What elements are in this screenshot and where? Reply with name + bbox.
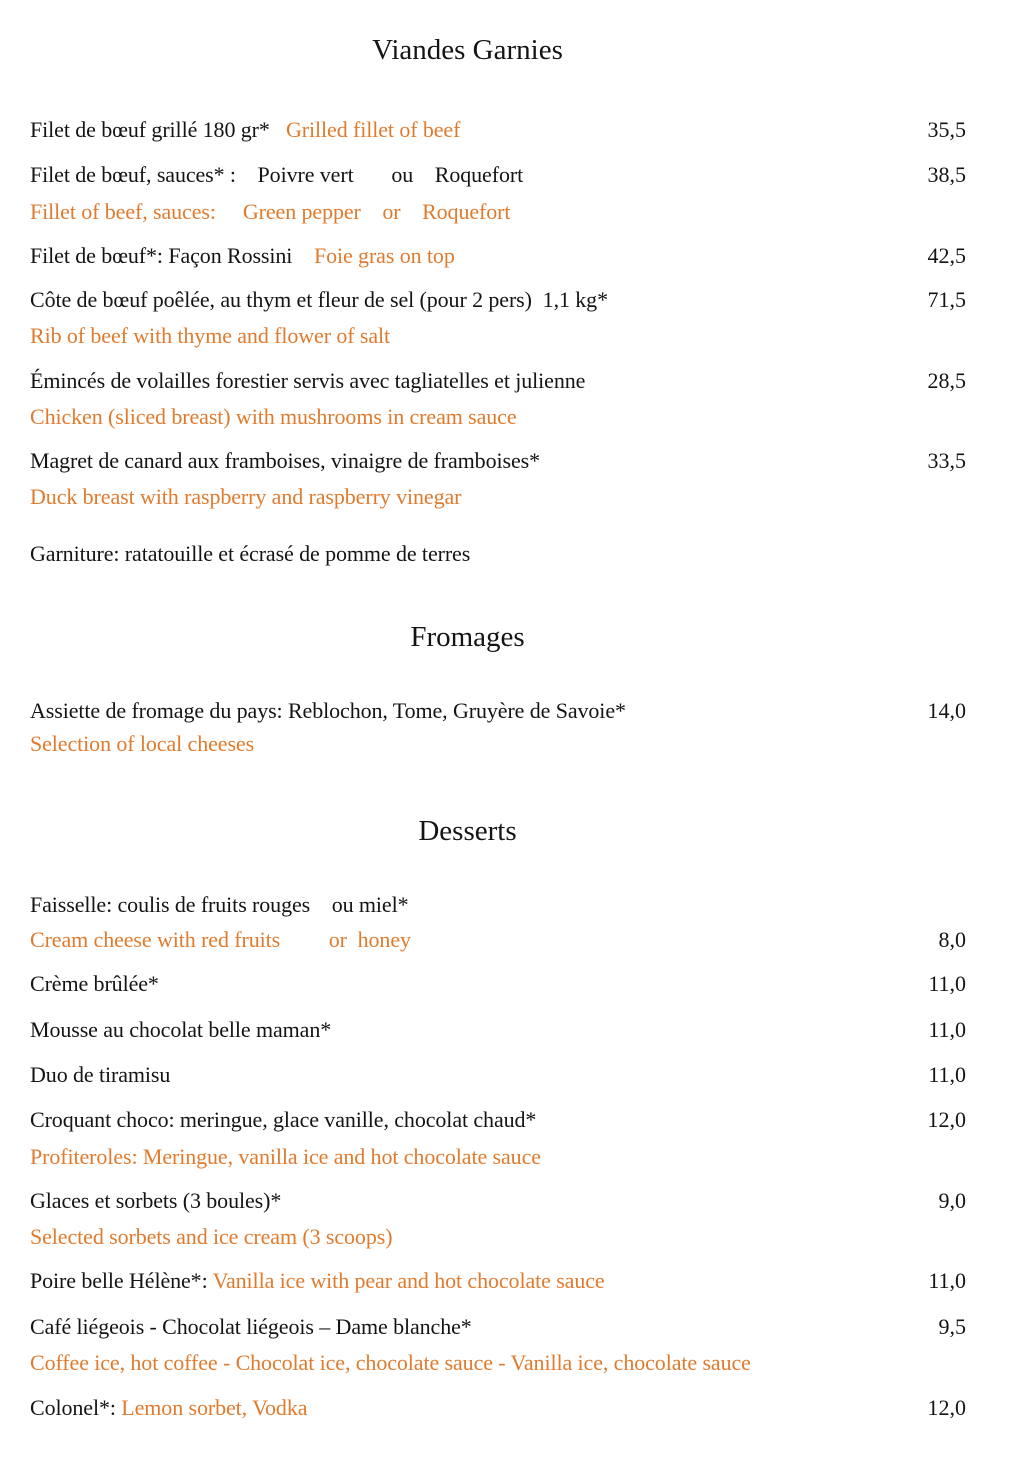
menu-item-mousse-chocolat: Mousse au chocolat belle maman* [30,1017,332,1042]
menu-item-croquant-choco: Croquant choco: meringue, glace vanille, chocolat chaud* [30,1107,537,1132]
item-price: 9,0 [938,1188,966,1213]
item-name-en: Duck breast with raspberry and raspberry vinegar [30,484,462,509]
item-price: 11,0 [928,971,966,996]
item-price: 11,0 [928,1017,966,1042]
item-price: 35,5 [927,117,966,142]
item-price: 12,0 [927,1395,966,1420]
menu-item-filet-grille [30,117,460,143]
item-name-en: Foie gras on top [313,243,455,268]
item-price: 9,5 [938,1314,966,1339]
item-name-en: Lemon sorbet, Vodka [121,1395,308,1420]
menu-item-assiette-fromage: Assiette de fromage du pays: Reblochon, Tome, Gruyère de Savoie* [30,698,626,723]
item-price: 11,0 [928,1268,966,1293]
item-price: 42,5 [927,243,966,268]
item-name-en: Rib of beef with thyme and flower of salt [30,323,391,348]
item-name-fr: Colonel*: [30,1395,116,1420]
menu-item-creme-brulee: Crème brûlée* [30,971,159,996]
item-price: 11,0 [928,1062,966,1087]
menu-item-cafe-liegeois: Café liégeois - Chocolat liégeois – Dame blanche* [30,1314,472,1339]
item-name-fr: Filet de bœuf grillé 180 gr* [30,117,270,142]
item-price: 28,5 [927,368,966,393]
menu-item-tiramisu: Duo de tiramisu [30,1062,171,1087]
item-name-en: Selection of local cheeses [30,731,255,756]
menu-item-poire-belle-helene [30,1268,605,1294]
item-name-en: Grilled fillet of beef [285,117,461,142]
item-name-fr: Filet de bœuf*: Façon Rossini [30,243,293,268]
item-name-en: Cream cheese with red fruits or honey [30,927,411,952]
item-name-en: Coffee ice, hot coffee - Chocolat ice, chocolate sauce - Vanilla ice, chocolate sauce [30,1350,751,1375]
item-price: 8,0 [938,927,966,952]
menu-item-glaces-sorbets: Glaces et sorbets (3 boules)* [30,1188,282,1213]
item-price: 14,0 [927,698,966,723]
menu-item-filet-rossini [30,243,455,269]
menu-item-faisselle: Faisselle: coulis de fruits rouges ou miel* [30,892,409,917]
item-name-en: Fillet of beef, sauces: Green pepper or Roquefort [30,199,511,224]
menu-item-filet-sauces: Filet de bœuf, sauces* : Poivre vert ou Roquefort [30,162,524,187]
menu-item-emince-volailles: Émincés de volailles forestier servis avec tagliatelles et julienne [30,368,586,393]
item-price: 12,0 [927,1107,966,1132]
item-price: 38,5 [927,162,966,187]
item-price: 71,5 [927,287,966,312]
menu-item-colonel [30,1395,307,1421]
section-title-desserts: Desserts [418,815,517,847]
item-name-en: Profiteroles: Meringue, vanilla ice and hot chocolate sauce [30,1144,541,1169]
menu-item-magret-canard: Magret de canard aux framboises, vinaigre de framboises* [30,448,540,473]
section-title-fromages: Fromages [410,621,525,653]
item-price: 33,5 [927,448,966,473]
garniture-note: Garniture: ratatouille et écrasé de pomme de terres [30,541,471,566]
item-name-en: Chicken (sliced breast) with mushrooms in cream sauce [30,404,517,429]
item-name-en: Selected sorbets and ice cream (3 scoops) [30,1224,393,1249]
item-name-fr: Poire belle Hélène*: [30,1268,208,1293]
item-name-en: Vanilla ice with pear and hot chocolate sauce [212,1268,605,1293]
menu-item-cote-de-boeuf: Côte de bœuf poêlée, au thym et fleur de sel (pour 2 pers) 1,1 kg* [30,287,608,312]
section-title-viandes: Viandes Garnies [372,34,563,66]
